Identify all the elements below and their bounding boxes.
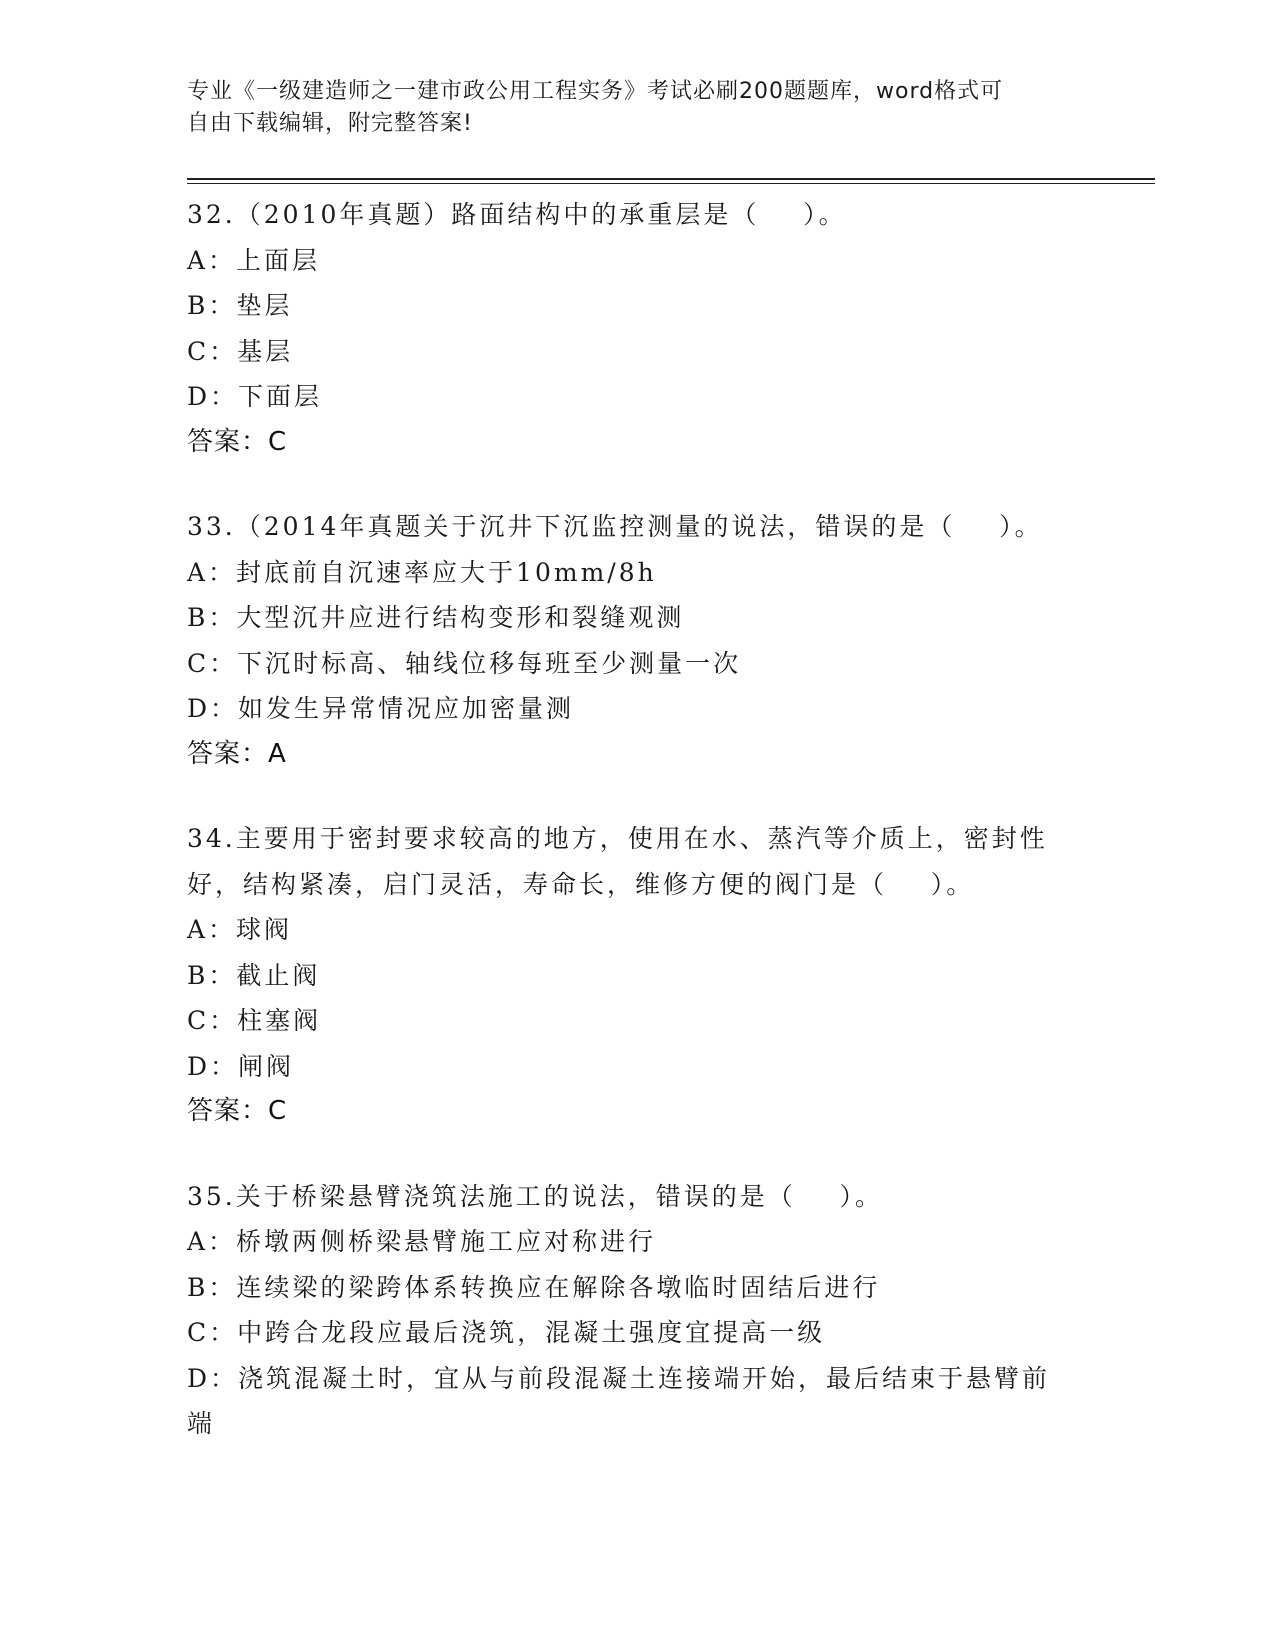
- question-stem: 33.（2014年真题关于沉井下沉监控测量的说法，错误的是（ ）。: [187, 512, 1043, 541]
- question-stem: 35.关于桥梁悬臂浇筑法施工的说法，错误的是（ ）。: [187, 1181, 884, 1211]
- option-d: D：如发生异常情况应加密量测: [187, 694, 575, 723]
- option-a: A：桥墩两侧桥梁悬臂施工应对称进行: [187, 1227, 657, 1256]
- question-34: [187, 816, 1087, 1135]
- option-b: B：垫层: [187, 291, 293, 320]
- header-line-2: 自由下载编辑，附完整答案!: [187, 111, 473, 136]
- option-c: C：下沉时标高、轴线位移每班至少测量一次: [187, 648, 742, 678]
- option-b: B：连续梁的梁跨体系转换应在解除各墩临时固结后进行: [187, 1272, 881, 1302]
- answer: 答案：A: [187, 738, 287, 769]
- option-c: C：中跨合龙段应最后浇筑，混凝土强度宜提高一级: [187, 1318, 826, 1347]
- document-header: [187, 76, 1067, 140]
- answer: 答案：C: [187, 426, 288, 457]
- header-divider-thin: [187, 183, 1155, 184]
- answer: 答案：C: [187, 1096, 288, 1126]
- question-stem: 32.（2010年真题）路面结构中的承重层是（ ）。: [187, 200, 847, 229]
- header-line-1: 专业《一级建造师之一建市政公用工程实务》考试必刷200题题库，word格式可: [187, 79, 1004, 104]
- option-d: D：下面层: [187, 382, 323, 411]
- option-a: A：上面层: [187, 245, 321, 275]
- header-divider-thick: [187, 178, 1155, 180]
- option-b: B：截止阀: [187, 960, 321, 990]
- option-a: A：球阀: [187, 915, 293, 944]
- question-list: [187, 192, 1087, 1486]
- question-stem: 34.主要用于密封要求较高的地方，使用在水、蒸汽等介质上，密封性好，结构紧凑，启门灵活，寿命长，维修方便的阀门是（ ）。: [187, 824, 1048, 899]
- option-b: B：大型沉井应进行结构变形和裂缝观测: [187, 603, 685, 632]
- question-33: [187, 504, 1087, 777]
- question-32: [187, 192, 1087, 465]
- option-c: C：柱塞阀: [187, 1006, 322, 1035]
- option-c: C：基层: [187, 336, 294, 366]
- option-d: D：闸阀: [187, 1051, 295, 1081]
- option-d: D：浇筑混凝土时，宜从与前段混凝土连接端开始，最后结束于悬臂前端: [187, 1363, 1051, 1438]
- option-a: A：封底前自沉速率应大于10mm/8h: [187, 557, 657, 587]
- question-35: [187, 1174, 1087, 1447]
